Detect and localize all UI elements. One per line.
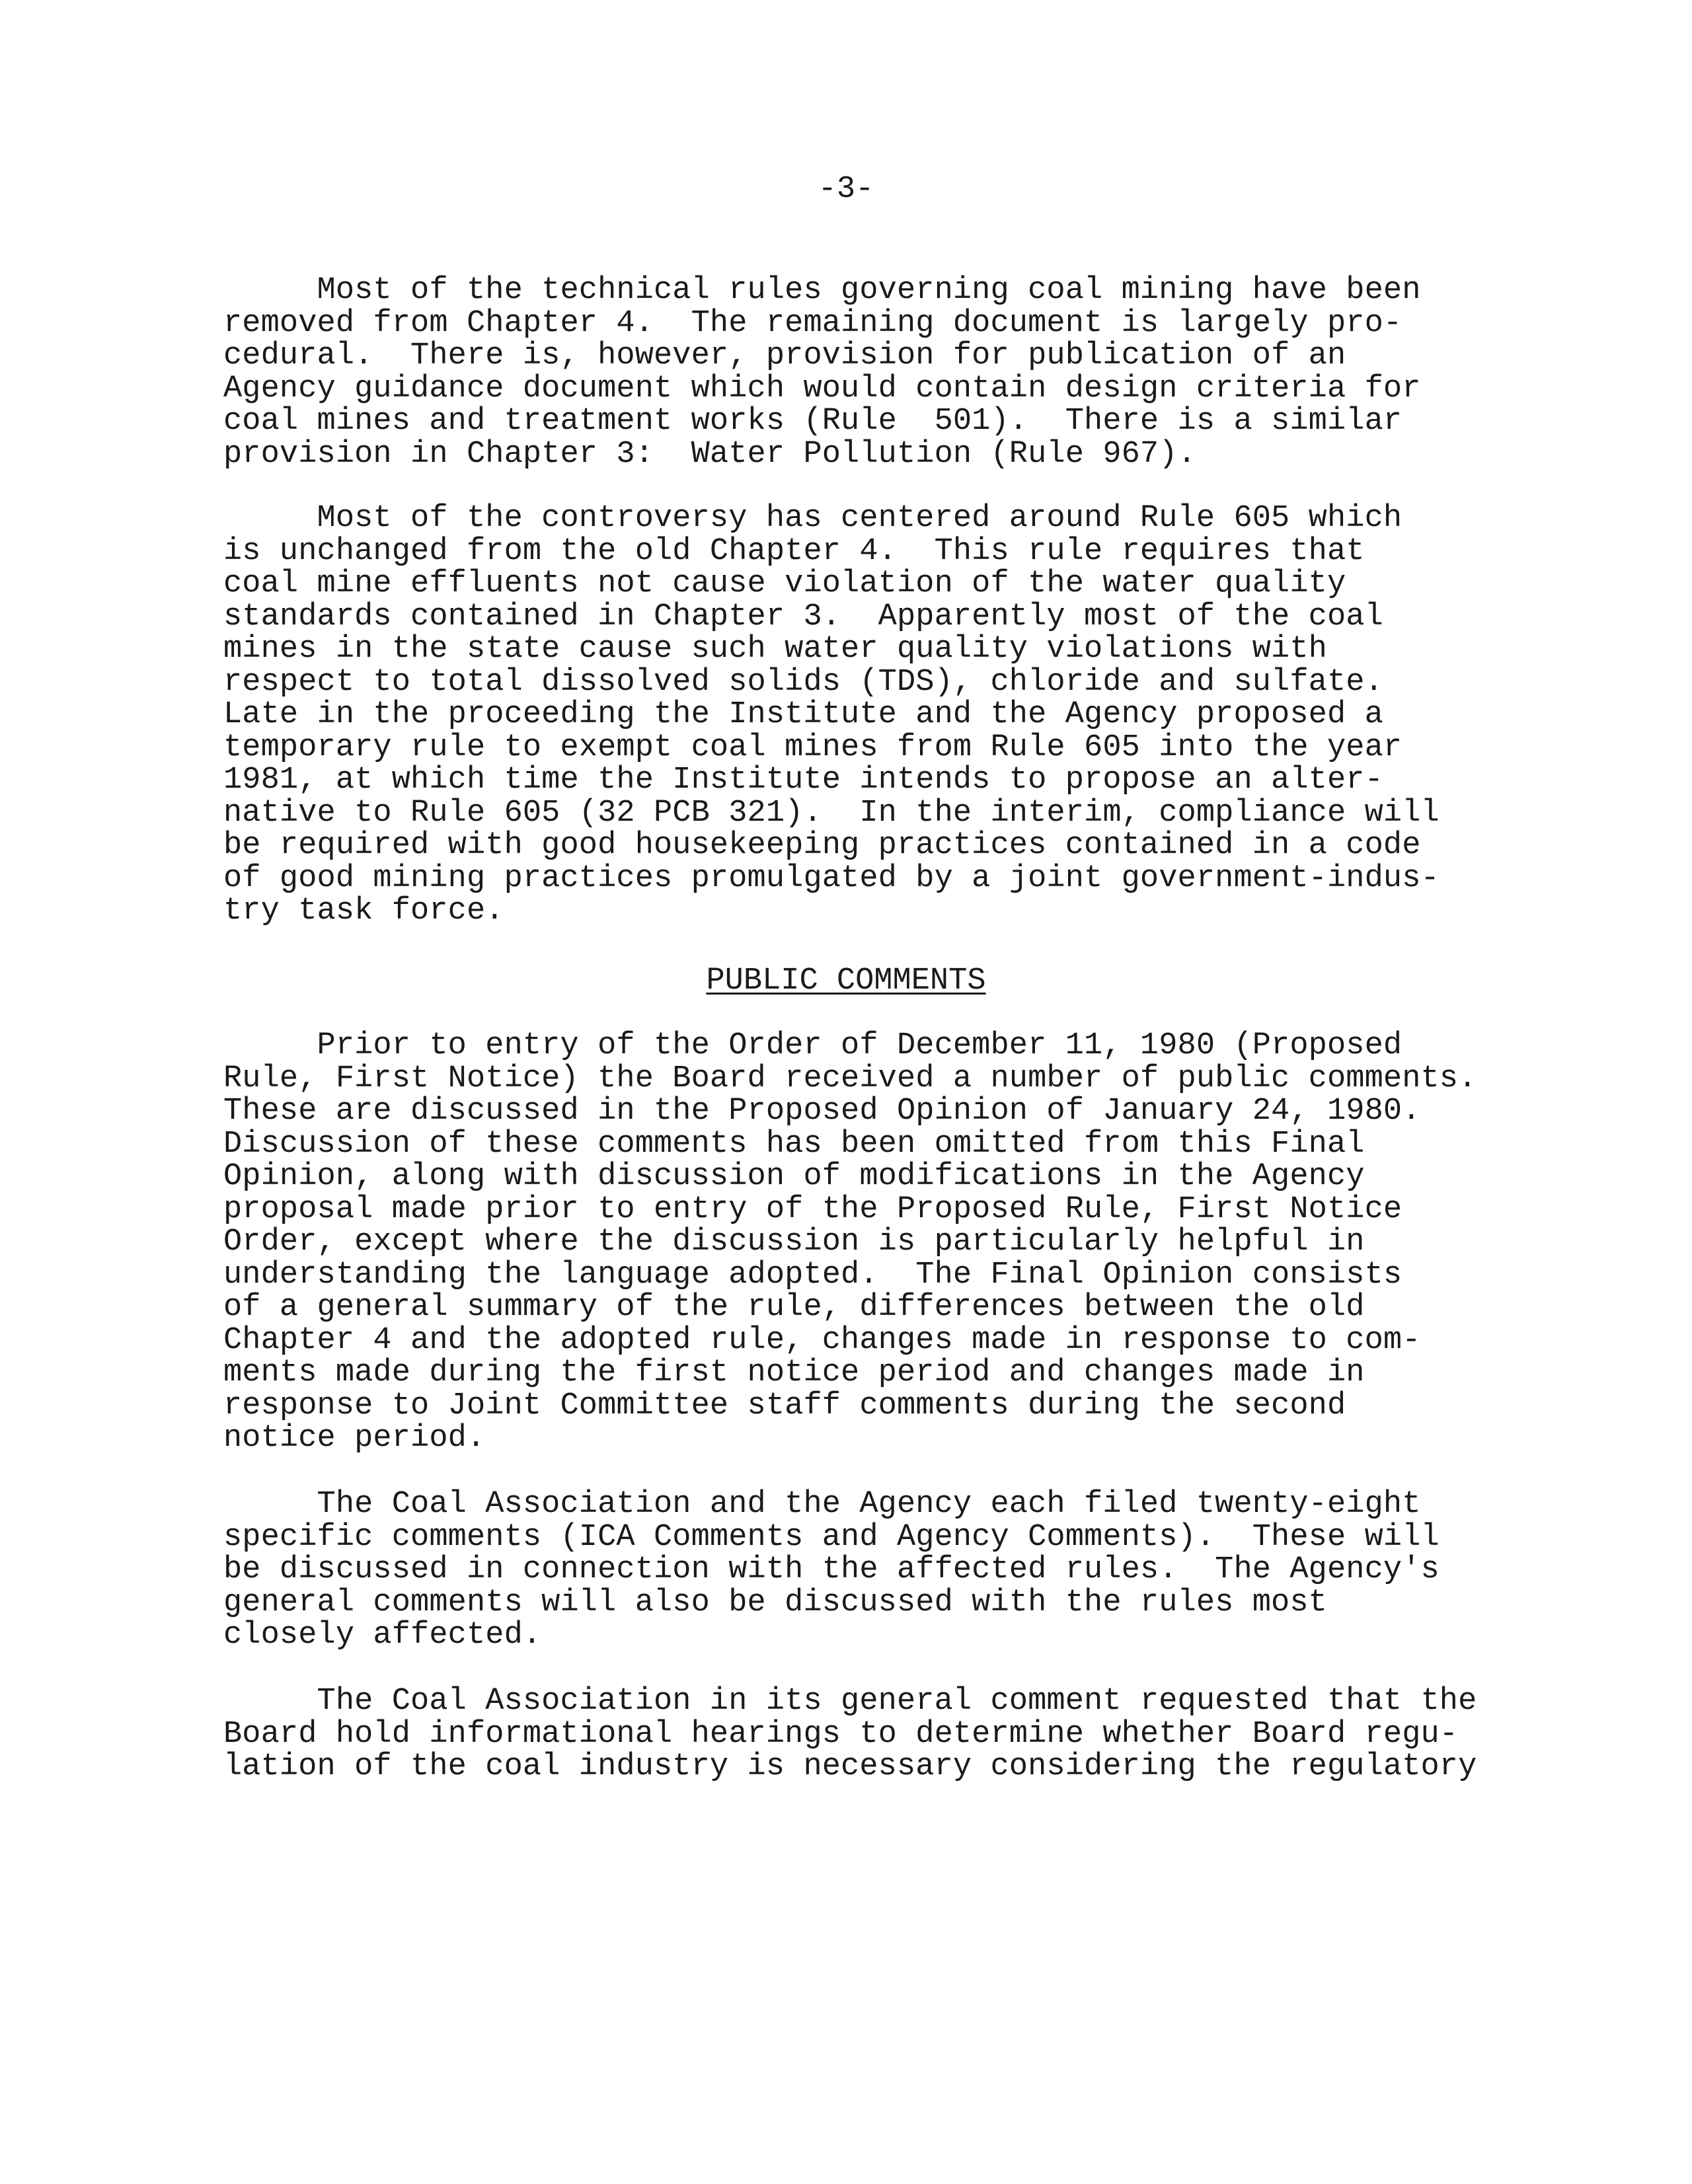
section-heading-text: PUBLIC COMMENTS <box>706 963 986 998</box>
paragraph-technical-rules: Most of the technical rules governing coal mining have been removed from Chapter 4. The remaining document is largely pro- cedural. There is, however, provision for publication of an Agency guidance document which would contain design criteria for coal mines and treatment works (Rule 501). There is a similar provision in Chapter 3: Water Pollution (Rule 967). <box>223 273 1421 472</box>
paragraph-controversy-rule-605: Most of the controversy has centered around Rule 605 which is unchanged from the old Chapter 4. This rule requires that coal mine effluents not cause violation of the water quality standards contained in Chapter 3. Apparently most of the coal mines in the state cause such water quality violations with respect to total dissolved solids (TDS), chloride and sulfate. Late in the proceeding the Institute and the Agency proposed a temporary rule to exempt coal mines from Rule 605 into the year 1981, at which time the Institute intends to propose an alter- native to Rule 605 (32 PCB 321). In the interim, compliance will be required with good housekeeping practices contained in a code of good mining practices promulgated by a joint government-indus- try task force. <box>223 501 1440 928</box>
page-number: -3- <box>818 172 874 207</box>
paragraph-informational-hearings: The Coal Association in its general comment requested that the Board hold informational hearings to determine whether Board regu- lation of the coal industry is necessary considering the regulatory <box>223 1684 1477 1784</box>
section-heading-public-comments <box>0 965 1692 998</box>
paragraph-prior-entry: Prior to entry of the Order of December 11, 1980 (Proposed Rule, First Notice) the Board received a number of public comments. These are discussed in the Proposed Opinion of January 24, 1980. Discussion of these comments has been omitted from this Final Opinion, along with discussion of modifications in the Agency proposal made prior to entry of the Proposed Rule, First Notice Order, except where the discussion is particularly helpful in understanding the language adopted. The Final Opinion consists of a general summary of the rule, differences between the old Chapter 4 and the adopted rule, changes made in response to com- ments made during the first notice period and changes made in response to Joint Committee staff comments during the second notice period. <box>223 1028 1477 1456</box>
paragraph-coal-association-comments: The Coal Association and the Agency each filed twenty-eight specific comments (ICA Comments and Agency Comments). These will be discussed in connection with the affected rules. The Agency's general comments will also be discussed with the rules most closely affected. <box>223 1487 1440 1653</box>
